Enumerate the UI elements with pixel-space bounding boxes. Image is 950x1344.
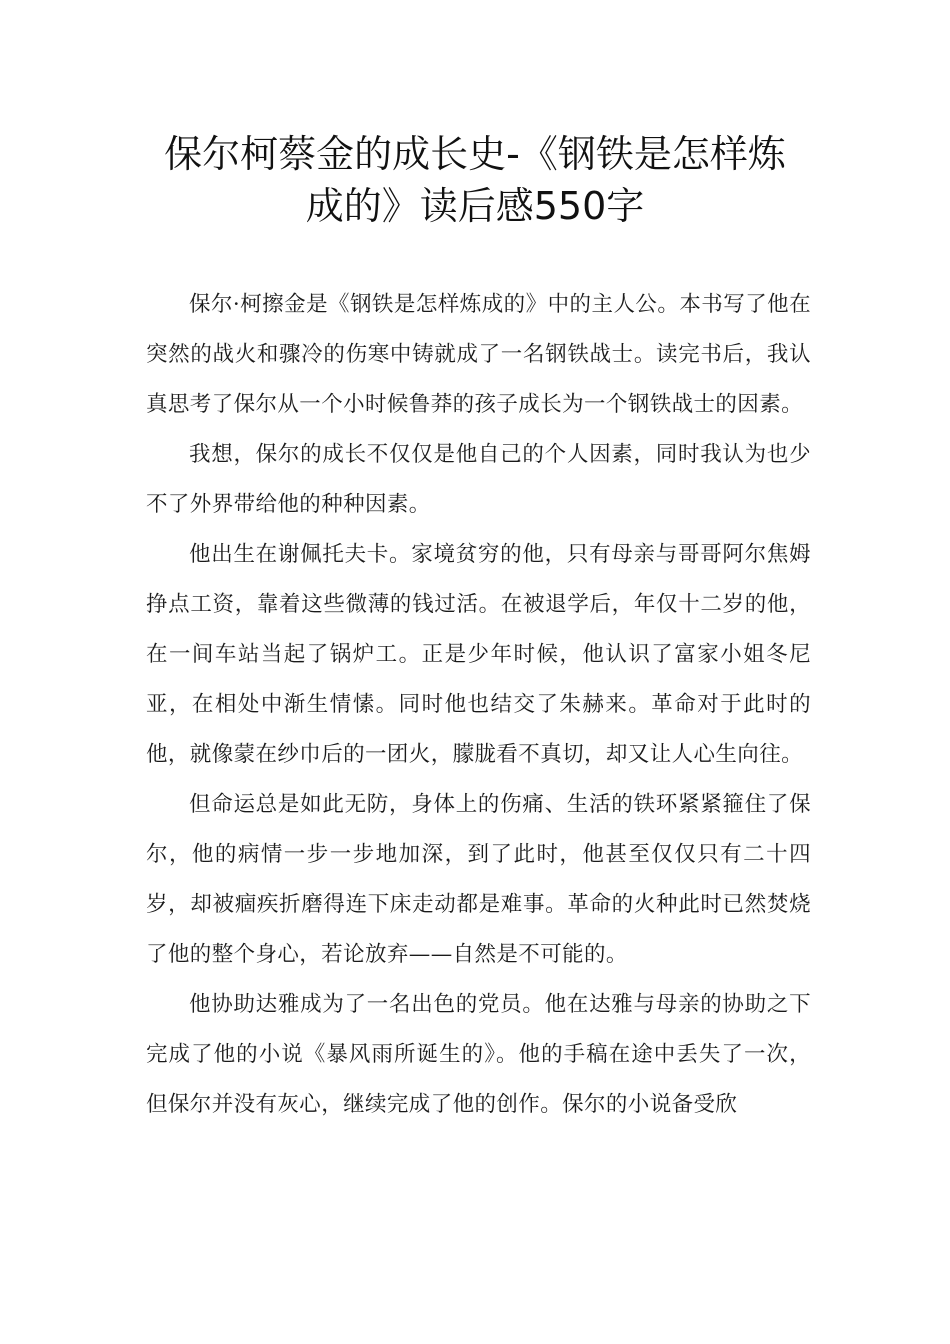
document-body xyxy=(146,280,811,1130)
paragraph: 但命运总是如此无防，身体上的伤痛、生活的铁环紧紧箍住了保尔，他的病情一步一步地加深，到了此时，他甚至仅仅只有二十四岁，却被痼疾折磨得连下床走动都是难事。革命的火种此时已然焚烧了他的整个身心，若论放弃——自然是不可能的。 xyxy=(146,792,811,967)
document-title-line-2: 成的》读后感550字 xyxy=(305,184,645,228)
paragraph: 他协助达雅成为了一名出色的党员。他在达雅与母亲的协助之下完成了他的小说《暴风雨所诞生的》。他的手稿在途中丢失了一次，但保尔并没有灰心，继续完成了他的创作。保尔的小说备受欣 xyxy=(146,992,811,1117)
document-title-line-1: 保尔柯蔡金的成长史-《钢铁是怎样炼 xyxy=(164,132,786,176)
paragraph: 我想，保尔的成长不仅仅是他自己的个人因素，同时我认为也少不了外界带给他的种种因素。 xyxy=(146,442,811,517)
paragraph: 他出生在谢佩托夫卡。家境贫穷的他，只有母亲与哥哥阿尔焦姆挣点工资，靠着这些微薄的钱过活。在被退学后，年仅十二岁的他，在一间车站当起了锅炉工。正是少年时候，他认识了富家小姐冬尼亚，在相处中渐生情愫。同时他也结交了朱赫来。革命对于此时的他，就像蒙在纱巾后的一团火，朦胧看不真切，却又让人心生向往。 xyxy=(146,542,811,767)
paragraph: 保尔·柯擦金是《钢铁是怎样炼成的》中的主人公。本书写了他在突然的战火和骤冷的伤寒中铸就成了一名钢铁战士。读完书后，我认真思考了保尔从一个小时候鲁莽的孩子成长为一个钢铁战士的因素。 xyxy=(146,292,811,417)
